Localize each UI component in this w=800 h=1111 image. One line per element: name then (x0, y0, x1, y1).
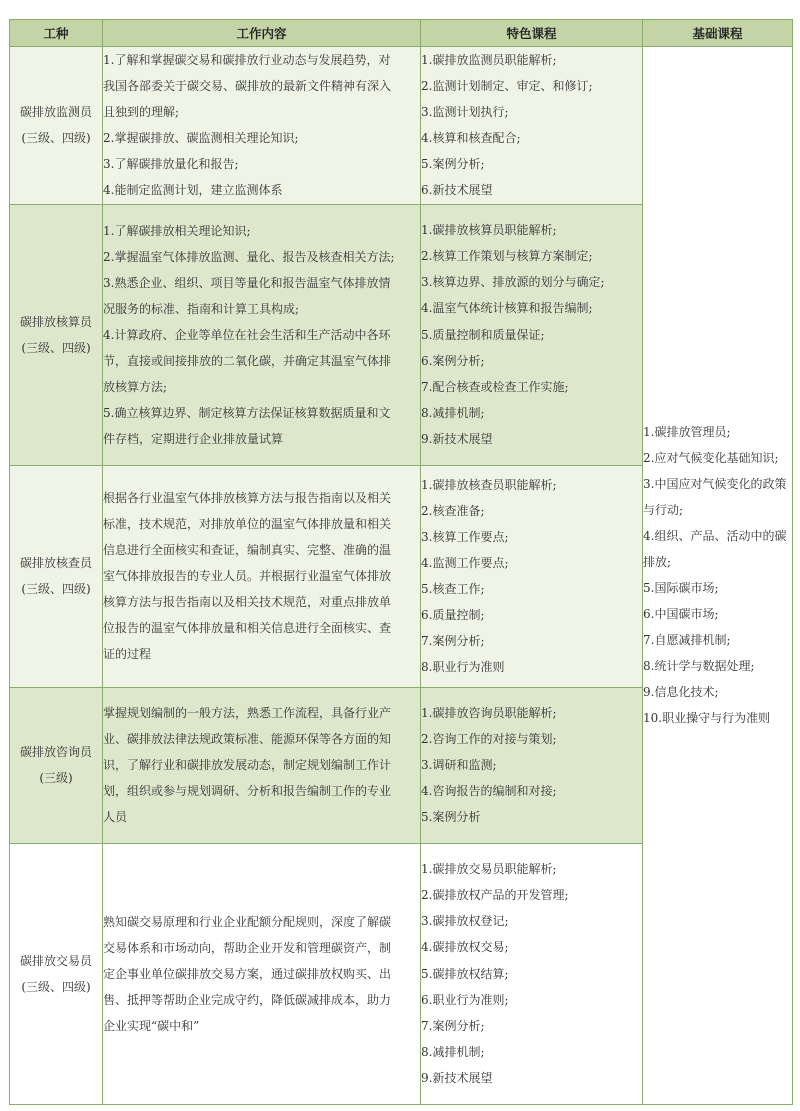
content-line: 划，组织或参与规划调研、分析和报告编制工作的专业 (103, 784, 392, 799)
basic-course-item: 8.统计学与数据处理; (643, 659, 755, 674)
content-line: 标准，技术规范，对排放单位的温室气体排放量和相关 (103, 517, 392, 532)
content-line: 根据各行业温室气体排放核算方法与报告指南以及相关 (103, 491, 392, 506)
content-line: 核算方法与报告指南以及相关技术规范，对重点排放单 (103, 595, 392, 610)
featured-course-item: 2.核查准备; (421, 503, 485, 518)
content-line: 5.确立核算边界、制定核算方法保证核算数据质量和文 (103, 405, 391, 420)
job-type-name: 碳排放咨询员 (19, 745, 92, 760)
featured-course-item: 5.核查工作; (421, 582, 485, 597)
job-content-cell (103, 47, 421, 205)
featured-course-item: 6.新技术展望 (421, 183, 493, 198)
content-line: 证的过程 (103, 647, 152, 662)
featured-course-item: 4.咨询报告的编制和对接; (421, 784, 557, 799)
job-type-name: 碳排放监测员 (19, 105, 92, 120)
featured-course-item: 1.碳排放核查员职能解析; (421, 477, 557, 492)
job-type-level: (三级) (39, 771, 73, 786)
featured-course-item: 4.碳排放权交易; (421, 940, 509, 955)
basic-course-item: 7.自愿减排机制; (643, 633, 731, 648)
featured-course-item: 7.案例分析; (421, 1018, 485, 1033)
featured-course-item: 4.温室气体统计核算和报告编制; (421, 301, 593, 316)
featured-course-cell (421, 47, 643, 205)
featured-course-item: 5.碳排放权结算; (421, 966, 509, 981)
job-type-level: (三级、四级) (21, 582, 91, 597)
featured-course-item: 4.核算和核查配合; (421, 131, 521, 146)
featured-course-item: 2.咨询工作的对接与策划; (421, 731, 557, 746)
content-line: 熟知碳交易原理和行业企业配额分配规则，深度了解碳 (103, 914, 392, 929)
job-type-cell (10, 687, 103, 843)
header-content: 工作内容 (103, 20, 421, 47)
featured-course-item: 1.碳排放交易员职能解析; (421, 862, 557, 877)
content-line: 信息进行全面核实和查证，编制真实、完整、准确的温 (103, 543, 392, 558)
content-line: 2.掌握温室气体排放监测、量化、报告及核查相关方法; (103, 249, 395, 264)
job-type-name: 碳排放核查员 (19, 556, 92, 571)
job-type-cell (10, 843, 103, 1104)
basic-course-item: 6.中国碳市场; (643, 607, 719, 622)
content-line: 4.计算政府、企业等单位在社会生活和生产活动中各环 (103, 327, 391, 342)
featured-course-item: 3.核算边界、排放源的划分与确定; (421, 275, 605, 290)
table-row (10, 47, 793, 205)
content-line: 1.了解和掌握碳交易和碳排放行业动态与发展趋势，对 (103, 53, 391, 68)
content-line: 且独到的理解; (103, 105, 180, 120)
featured-course-item: 3.核算工作要点; (421, 529, 509, 544)
featured-course-item: 8.减排机制; (421, 1044, 485, 1059)
job-content-cell (103, 843, 421, 1104)
basic-course-cell (643, 47, 793, 1105)
featured-course-item: 6.职业行为准则; (421, 992, 509, 1007)
content-line: 放核算方法; (103, 379, 168, 394)
featured-course-item: 5.质量控制和质量保证; (421, 327, 545, 342)
job-type-level: (三级、四级) (21, 131, 91, 146)
basic-course-item: 9.信息化技术; (643, 685, 719, 700)
header-basic: 基础课程 (643, 20, 793, 47)
featured-course-item: 3.调研和监测; (421, 758, 497, 773)
basic-course-item: 5.国际碳市场; (643, 581, 719, 596)
featured-course-item: 3.碳排放权登记; (421, 914, 509, 929)
featured-course-cell (421, 204, 643, 465)
job-type-level: (三级、四级) (21, 979, 91, 994)
featured-course-item: 7.案例分析; (421, 634, 485, 649)
content-line: 1.了解碳排放相关理论知识; (103, 223, 251, 238)
featured-course-item: 8.减排机制; (421, 405, 485, 420)
featured-course-item: 1.碳排放核算员职能解析; (421, 223, 557, 238)
job-type-level: (三级、四级) (21, 340, 91, 355)
content-line: 室气体排放报告的专业人员。并根据行业温室气体排放 (103, 569, 392, 584)
featured-course-item: 2.核算工作策划与核算方案制定; (421, 249, 593, 264)
content-line: 位报告的温室气体排放量和相关信息进行全面核实、查 (103, 621, 392, 636)
featured-course-item: 5.案例分析 (421, 810, 481, 825)
content-line: 交易体系和市场动向，帮助企业开发和管理碳资产，制 (103, 940, 392, 955)
job-content-cell (103, 204, 421, 465)
featured-course-item: 3.监测计划执行; (421, 105, 509, 120)
content-line: 我国各部委关于碳交易、碳排放的最新文件精神有深入 (103, 79, 392, 94)
featured-course-item: 4.监测工作要点; (421, 555, 509, 570)
course-table (9, 19, 793, 1105)
content-line: 3.了解碳排放量化和报告; (103, 157, 239, 172)
header-featured: 特色课程 (421, 20, 643, 47)
basic-course-item: 10.职业操守与行为准则 (643, 711, 771, 726)
content-line: 件存档，定期进行企业排放量试算 (103, 431, 284, 446)
content-line: 2.掌握碳排放、碳监测相关理论知识; (103, 131, 299, 146)
featured-course-item: 6.案例分析; (421, 353, 485, 368)
featured-course-cell (421, 843, 643, 1104)
content-line: 人员 (103, 810, 128, 825)
featured-course-item: 7.配合核查或检查工作实施; (421, 379, 569, 394)
content-line: 况服务的标准、指南和计算工具构成; (103, 301, 300, 316)
job-type-name: 碳排放交易员 (19, 953, 92, 968)
content-line: 业、碳排放法律法规政策标准、能源环保等各方面的知 (103, 732, 392, 747)
featured-course-item: 1.碳排放咨询员职能解析; (421, 705, 557, 720)
basic-course-item: 2.应对气候变化基础知识; (643, 451, 779, 466)
content-line: 企业实现“碳中和” (103, 1018, 200, 1033)
job-type-cell (10, 47, 103, 205)
content-line: 4.能制定监测计划，建立监测体系 (103, 183, 283, 198)
featured-course-item: 6.质量控制; (421, 608, 485, 623)
featured-course-item: 2.碳排放权产品的开发管理; (421, 888, 569, 903)
content-line: 节，直接或间接排放的二氧化碳，并确定其温室气体排 (103, 353, 392, 368)
basic-course-item: 3.中国应对气候变化的政策与行动; (643, 477, 787, 518)
content-line: 定企事业单位碳排放交易方案，通过碳排放权购买、出 (103, 966, 392, 981)
job-type-cell (10, 204, 103, 465)
featured-course-item: 9.新技术展望 (421, 431, 493, 446)
header-row (10, 20, 793, 47)
featured-course-cell (421, 687, 643, 843)
job-type-name: 碳排放核算员 (19, 314, 92, 329)
featured-course-item: 8.职业行为准则 (421, 660, 505, 675)
basic-course-item: 4.组织、产品、活动中的碳排放; (643, 529, 787, 570)
content-line: 3.熟悉企业、组织、项目等量化和报告温室气体排放情 (103, 275, 391, 290)
featured-course-item: 2.监测计划制定、审定、和修订; (421, 79, 593, 94)
job-type-cell (10, 465, 103, 687)
featured-course-item: 1.碳排放监测员职能解析; (421, 53, 557, 67)
header-type: 工种 (10, 20, 103, 47)
content-line: 掌握规划编制的一般方法，熟悉工作流程，具备行业产 (103, 706, 392, 721)
content-line: 识，了解行业和碳排放发展动态，制定规划编制工作计 (103, 758, 392, 773)
job-content-cell (103, 465, 421, 687)
content-line: 售、抵押等帮助企业完成守约，降低碳减排成本，助力 (103, 992, 392, 1007)
basic-course-item: 1.碳排放管理员; (643, 425, 731, 440)
job-content-cell (103, 687, 421, 843)
featured-course-cell (421, 465, 643, 687)
featured-course-item: 9.新技术展望 (421, 1070, 493, 1085)
featured-course-item: 5.案例分析; (421, 157, 485, 172)
